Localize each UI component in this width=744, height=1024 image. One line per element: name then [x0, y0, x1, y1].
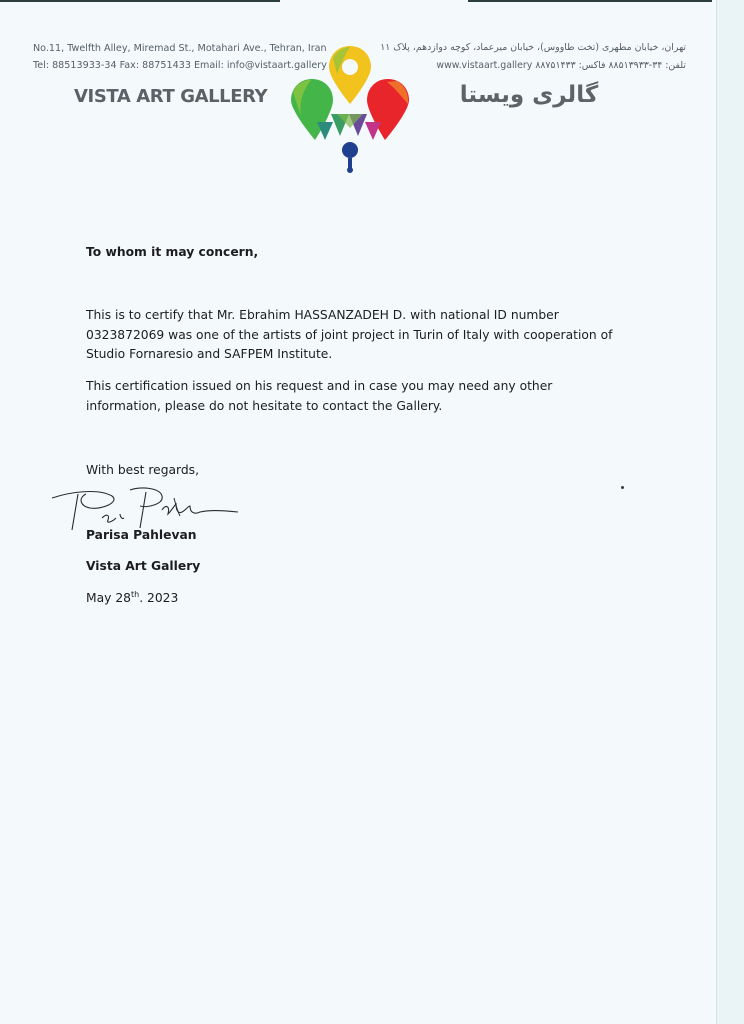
letter-greeting: To whom it may concern, — [86, 245, 259, 259]
date-day: May 28 — [86, 591, 131, 605]
date-year: . 2023 — [139, 591, 179, 605]
header-contact-en: Tel: 88513933-34 Fax: 88751433 Email: info@vistaart.gallery — [33, 60, 327, 71]
certification-paragraph — [86, 306, 616, 365]
signer-organization: Vista Art Gallery — [86, 559, 201, 573]
paragraph-line: 0323872069 was one of the artists of joint project in Turin of Italy with cooperation of — [86, 327, 613, 342]
scan-edge-line — [0, 0, 280, 2]
signer-name: Parisa Pahlevan — [86, 528, 197, 542]
page-edge — [716, 0, 744, 1024]
header-contact-fa: تلفن: ۳۴-۸۸۵۱۳۹۳۳ فاکس: ۸۸۷۵۱۴۳۳ www.vistaart.gallery — [436, 60, 686, 71]
gallery-name-fa: گالری ویستا — [459, 82, 599, 108]
scan-edge-line — [468, 0, 712, 2]
gallery-name-en: VISTA ART GALLERY — [74, 86, 268, 107]
paragraph-line: information, please do not hesitate to contact the Gallery. — [86, 398, 443, 413]
paragraph-line: Studio Fornaresio and SAFPEM Institute. — [86, 347, 333, 361]
scan-speck — [621, 486, 624, 489]
header-address-fa: تهران، خیابان مطهری (تخت طاووس)، خیابان میرعماد، کوچه دوازدهم، پلاک ۱۱ — [380, 42, 686, 53]
request-paragraph — [86, 377, 616, 416]
paragraph-line: This certification issued on his request and in case you may need any other — [86, 379, 553, 393]
letter-closing: With best regards, — [86, 463, 199, 477]
paragraph-line: This is to certify that Mr. Ebrahim HASSANZADEH D. with national ID number — [86, 308, 559, 322]
gallery-logo-icon — [287, 44, 413, 176]
header-address-en: No.11, Twelfth Alley, Miremad St., Motahari Ave., Tehran, Iran — [33, 43, 327, 54]
date-ordinal: th — [130, 589, 140, 599]
letter-date — [86, 589, 178, 609]
